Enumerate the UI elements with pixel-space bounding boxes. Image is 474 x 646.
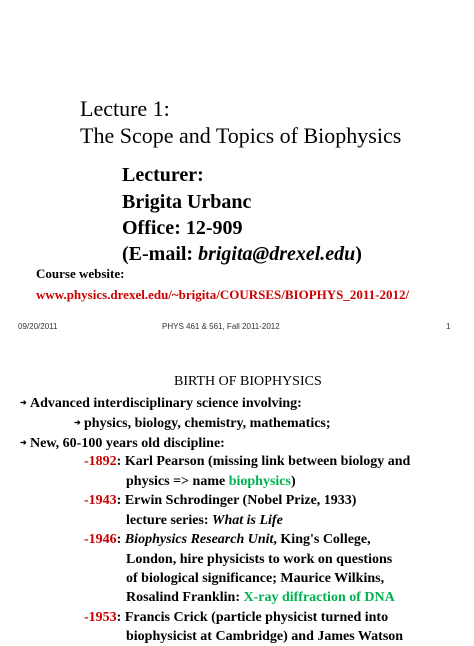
timeline-item-1943-cont: lecture series: What is Life [126, 513, 283, 528]
email-line [122, 241, 362, 267]
footer-date: 09/20/2011 [18, 322, 58, 331]
course-website-link[interactable]: www.physics.drexel.edu/~brigita/COURSES/BIOPHYS_2011-2012/ [36, 287, 410, 302]
timeline-item-1953-cont: biophysicist at Cambridge) and James Watson [126, 629, 404, 644]
timeline-item-1892-cont: physics => name biophysics) [126, 474, 296, 489]
lecture-title: The Scope and Topics of Biophysics [80, 123, 402, 148]
email-suffix: ) [355, 243, 362, 265]
arrow-bullet-icon: ➜ [74, 418, 81, 427]
timeline-item-1946-cont-3: Rosalind Franklin: X-ray diffraction of DNA [126, 590, 395, 605]
sub-bullet-fields: ➜ physics, biology, chemistry, mathematics; [74, 416, 331, 431]
timeline-item-1946: -1946: Biophysics Research Unit, King's College, [84, 532, 371, 547]
office-info: Office: 12-909 [122, 217, 243, 239]
email-address[interactable]: brigita@drexel.edu [198, 243, 356, 265]
bullet-interdisciplinary: ➜ Advanced interdisciplinary science involving: [20, 396, 302, 411]
footer-course: PHYS 461 & 561, Fall 2011-2012 [162, 322, 280, 331]
timeline-item-1946-cont-1: London, hire physicists to work on questions [126, 552, 393, 567]
slide-2 [0, 318, 474, 644]
lecture-number: Lecture 1: [80, 96, 170, 121]
year-1943: -1943 [84, 493, 117, 508]
timeline-item-1946-cont-2: of biological significance; Maurice Wilkins, [126, 571, 385, 586]
email-prefix: (E-mail: [122, 243, 199, 265]
lecturer-name: Brigita Urbanc [122, 191, 252, 213]
footer-page-number: 1 [446, 322, 451, 331]
lecturer-label: Lecturer: [122, 164, 204, 186]
slide-heading: BIRTH OF BIOPHYSICS [174, 374, 322, 389]
timeline-item-1943: -1943: Erwin Schrodinger (Nobel Prize, 1933) [84, 493, 357, 508]
highlight-xray-dna: X-ray diffraction of DNA [243, 590, 395, 605]
course-website-label: Course website: [36, 266, 125, 281]
year-1946: -1946 [84, 532, 117, 547]
arrow-bullet-icon: ➜ [20, 398, 27, 407]
year-1953: -1953 [84, 610, 117, 625]
highlight-biophysics: biophysics [228, 474, 291, 489]
year-1892: -1892 [84, 454, 117, 469]
bullet-new-discipline: ➜ New, 60-100 years old discipline: [20, 436, 225, 451]
arrow-bullet-icon: ➜ [20, 438, 27, 447]
timeline-item-1892: -1892: Karl Pearson (missing link between biology and [84, 454, 411, 469]
timeline-item-1953: -1953: Francis Crick (particle physicist turned into [84, 610, 389, 625]
